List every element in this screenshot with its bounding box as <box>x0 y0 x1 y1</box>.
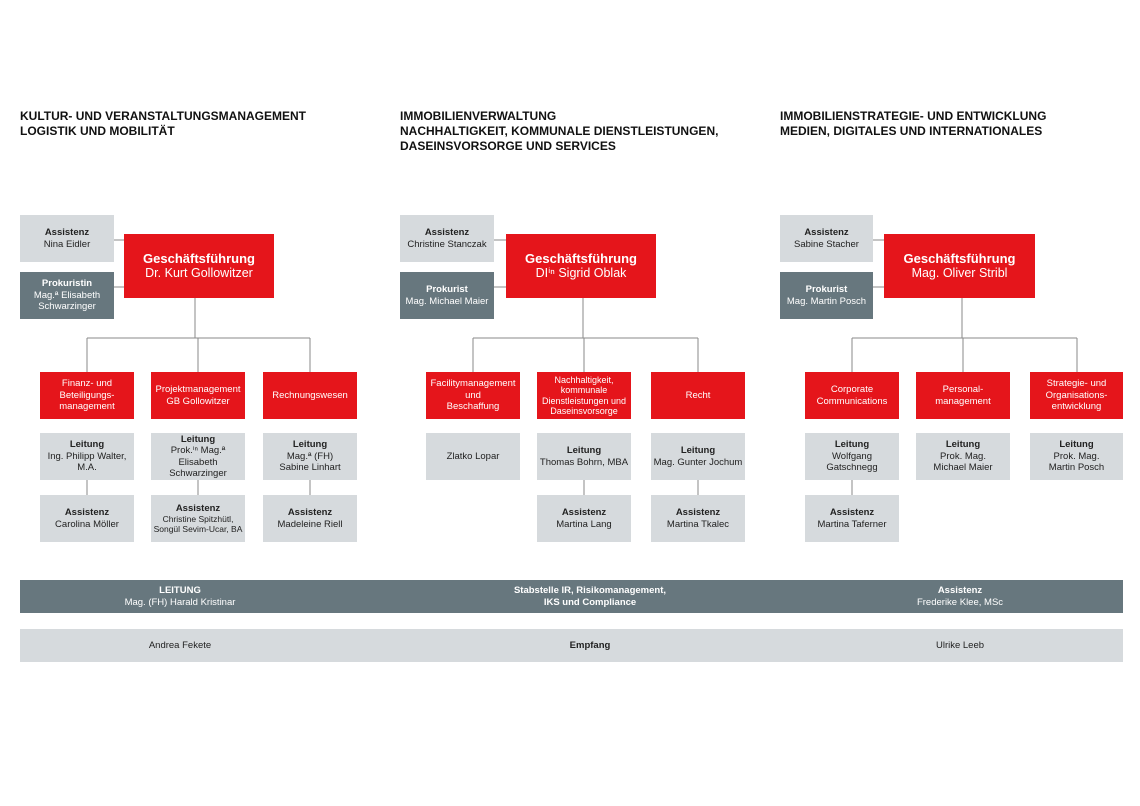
unit-box <box>426 372 520 419</box>
box-name: Mag.ª Elisabeth <box>33 289 101 301</box>
box-label: Assistenz <box>561 507 607 518</box>
unit-name-line: kommunale <box>560 385 608 395</box>
column-heading <box>20 109 306 139</box>
gf-name: DIⁱⁿ Sigrid Oblak <box>535 266 627 280</box>
assistenz-box <box>780 215 873 262</box>
box-name: Sabine Stacher <box>794 238 859 250</box>
box-label: Leitung <box>69 439 105 451</box>
stabsstelle-leitung <box>80 580 280 613</box>
assistenz-unit-box <box>40 495 134 542</box>
unit-name-line: Recht <box>685 389 711 401</box>
box-name: Sabine Linhart <box>279 462 341 474</box>
gf-name: Dr. Kurt Gollowitzer <box>145 266 253 280</box>
empfang-right <box>860 629 1060 662</box>
unit-box <box>537 372 631 419</box>
unit-name-line: Organisations- <box>1045 389 1108 401</box>
gf-name: Mag. Oliver Stribl <box>911 266 1008 280</box>
unit-name-line: Finanz- und <box>61 378 113 390</box>
box-name: Nina Eidler <box>43 238 91 250</box>
stabsstelle-title <box>440 580 740 613</box>
box-name: M.A. <box>77 462 97 474</box>
unit-name-line: management <box>935 395 991 407</box>
assistenz-unit-box <box>805 495 899 542</box>
unit-box <box>805 372 899 419</box>
box-label: Prokurist <box>426 284 468 295</box>
box-name: Christine Stanczak <box>407 238 487 250</box>
unit-name-line: Nachhaltigkeit, <box>554 374 614 385</box>
box-label: Leitung <box>1059 439 1094 451</box>
leitung-box <box>40 433 134 480</box>
box-name: Zlatko Lopar <box>446 450 500 462</box>
column-heading <box>400 109 718 154</box>
band-name: Mag. (FH) Harald Kristinar <box>124 596 236 608</box>
band-title-line: IKS und Compliance <box>543 596 637 608</box>
box-name: Mag.ª (FH) <box>286 450 334 462</box>
box-label: Leitung <box>566 445 602 456</box>
band-name: Andrea Fekete <box>148 639 212 651</box>
unit-name-line: Communications <box>816 395 888 407</box>
unit-name-line: Facilitymanagement <box>430 378 516 390</box>
band-name: Ulrike Leeb <box>935 639 985 651</box>
band-title-line: Empfang <box>569 639 611 651</box>
box-name: Elisabeth <box>178 456 218 468</box>
unit-name-line: Dienstleistungen und <box>541 395 627 406</box>
box-name: Christine Spitzhütl, <box>162 514 234 525</box>
leitung-box <box>151 433 245 480</box>
heading-line: KULTUR- UND VERANSTALTUNGSMANAGEMENT <box>20 109 306 123</box>
leitung-box <box>916 433 1010 480</box>
leitung-box <box>805 433 899 480</box>
box-label: Assistenz <box>175 502 221 514</box>
assistenz-box <box>400 215 494 262</box>
band-title-line: Stabstelle IR, Risikomanagement, <box>513 585 667 596</box>
assistenz-unit-box <box>263 495 357 542</box>
box-label: Leitung <box>834 439 870 451</box>
box-name: Songül Sevim-Ucar, BA <box>153 524 243 535</box>
unit-name-line: und <box>465 389 481 401</box>
box-name: Madeleine Riell <box>277 518 343 530</box>
box-label: Leitung <box>292 439 328 451</box>
gf-title: Geschäftsführung <box>903 251 1016 266</box>
prokura-box <box>780 272 873 319</box>
unit-box <box>916 372 1010 419</box>
prokura-box <box>20 272 114 319</box>
unit-name-line: Personal- <box>942 384 984 395</box>
box-label: Assistenz <box>287 507 333 518</box>
heading-line: NACHHALTIGKEIT, KOMMUNALE DIENSTLEISTUNGEN, <box>400 124 719 138</box>
empfang-left <box>80 629 280 662</box>
gf-title: Geschäftsführung <box>525 251 637 266</box>
box-name: Prok.ⁱⁿ Mag.ª <box>170 445 226 456</box>
prokura-box <box>400 272 494 319</box>
unit-name-line: GB Gollowitzer <box>166 395 230 407</box>
box-name: Thomas Bohrn, MBA <box>539 456 629 468</box>
box-name: Prok. Mag. <box>1053 450 1100 462</box>
band-label: Assistenz <box>937 585 983 596</box>
band-name: Frederike Klee, MSc <box>916 596 1004 608</box>
heading-line: MEDIEN, DIGITALES UND INTERNATIONALES <box>780 124 1043 138</box>
unit-box <box>40 372 134 419</box>
box-label: Assistenz <box>64 507 110 518</box>
leitung-box <box>263 433 357 480</box>
assistenz-unit-box <box>651 495 745 542</box>
heading-line: LOGISTIK UND MOBILITÄT <box>20 124 175 138</box>
unit-box <box>651 372 745 419</box>
heading-line: DASEINSVORSORGE UND SERVICES <box>400 139 616 153</box>
box-name: Carolina Möller <box>55 518 119 530</box>
box-name: Martina Taferner <box>817 518 887 530</box>
box-name: Martin Posch <box>1048 462 1105 474</box>
unit-box <box>1030 372 1123 419</box>
leitung-box <box>1030 433 1123 480</box>
box-label: Assistenz <box>829 507 875 518</box>
box-name: Ing. Philipp Walter, <box>47 450 127 462</box>
box-name: Martina Tkalec <box>666 518 730 530</box>
box-name: Schwarzinger <box>169 468 227 479</box>
unit-box <box>151 372 245 419</box>
gf-title: Geschäftsführung <box>143 251 255 266</box>
band-label: LEITUNG <box>159 585 201 596</box>
box-name: Schwarzinger <box>38 301 96 313</box>
box-name: Mag. Martin Posch <box>786 295 867 307</box>
empfang-band <box>20 629 1123 662</box>
leitung-box <box>651 433 745 480</box>
empfang-title <box>440 629 740 662</box>
leitung-box <box>537 433 631 480</box>
heading-line: IMMOBILIENSTRATEGIE- UND ENTWICKLUNG <box>780 109 1047 123</box>
box-name: Mag. Gunter Jochum <box>653 456 743 468</box>
unit-name-line: Projektmanagement <box>155 384 241 395</box>
heading-line: IMMOBILIENVERWALTUNG <box>400 109 557 123</box>
box-label: Assistenz <box>804 227 849 238</box>
box-name: Gatschnegg <box>826 462 878 474</box>
unit-name-line: management <box>59 401 115 413</box>
box-label: Prokurist <box>805 284 848 295</box>
box-name: Martina Lang <box>556 518 612 530</box>
geschaeftsfuehrung-box <box>506 234 656 298</box>
unit-name-line: Daseinsvorsorge <box>550 406 618 416</box>
geschaeftsfuehrung-box <box>884 234 1035 298</box>
unit-name-line: Rechnungswesen <box>272 389 348 401</box>
unit-name-line: Beteiligungs- <box>59 389 115 401</box>
box-label: Assistenz <box>424 227 470 238</box>
box-name: Michael Maier <box>933 462 993 474</box>
box-name: Wolfgang <box>832 450 872 462</box>
box-label: Assistenz <box>675 507 721 518</box>
stabsstelle-band <box>20 580 1123 613</box>
stabsstelle-assistenz <box>860 580 1060 613</box>
box-name: Mag. Michael Maier <box>405 295 489 307</box>
box-label: Prokuristin <box>41 278 93 290</box>
box-name: Prok. Mag. <box>940 450 986 462</box>
unit-name-line: Corporate <box>830 384 874 395</box>
column-heading <box>780 109 1046 139</box>
assistenz-unit-box <box>537 495 631 542</box>
unit-box <box>263 372 357 419</box>
assistenz-box <box>20 215 114 262</box>
unit-name-line: Beschaffung <box>446 401 500 413</box>
assistenz-unit-box <box>151 495 245 542</box>
box-label: Leitung <box>680 445 716 456</box>
geschaeftsfuehrung-box <box>124 234 274 298</box>
unit-name-line: entwicklung <box>1051 401 1102 413</box>
leitung-box <box>426 433 520 480</box>
unit-name-line: Strategie- und <box>1046 378 1107 390</box>
box-label: Assistenz <box>44 227 90 238</box>
box-label: Leitung <box>180 433 216 445</box>
box-label: Leitung <box>945 439 981 451</box>
